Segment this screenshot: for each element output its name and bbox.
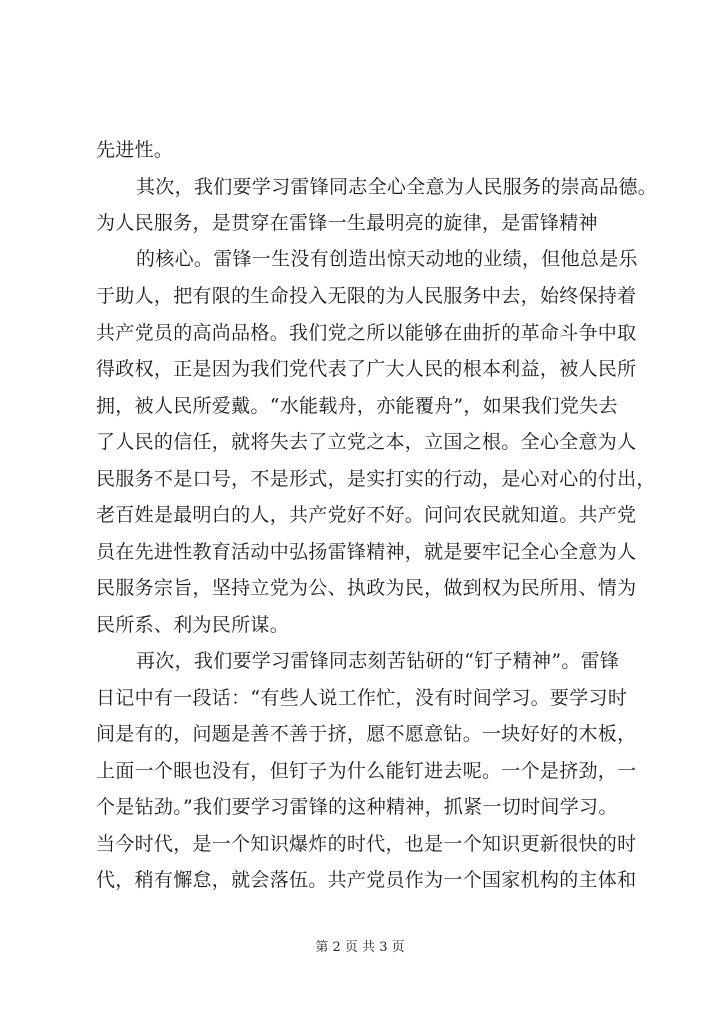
text-line: 民所系、利为民所谋。 (96, 614, 290, 636)
text-line: 的核心。雷锋一生没有创造出惊天动地的业绩，但他总是乐 (136, 248, 638, 270)
text-line: 个是钻劲。”我们要学习雷锋的这种精神，抓紧一切时间学习。 (96, 796, 618, 818)
text-line: 再次，我们要学习雷锋同志刻苦钻研的“钉子精神”。雷锋 (136, 650, 620, 672)
text-line: 老百姓是最明白的人，共产党好不好。问问农民就知道。共产党 (96, 504, 637, 526)
text-line: 当今时代，是一个知识爆炸的时代，也是一个知识更新很快的时 (96, 833, 637, 855)
text-line: 得政权，正是因为我们党代表了广大人民的根本利益，被人民所 (96, 358, 637, 380)
text-line: 其次，我们要学习雷锋同志全心全意为人民服务的崇高品德。 (136, 176, 658, 198)
text-line: 了人民的信任，就将失去了立党之本，立国之根。全心全意为人 (96, 431, 637, 453)
text-line: 员在先进性教育活动中弘扬雷锋精神，就是要牢记全心全意为人 (96, 541, 637, 563)
text-line: 间是有的，问题是善不善于挤，愿不愿意钻。一块好好的木板， (96, 723, 637, 745)
page-number-footer: 第 2 页 共 3 页 (315, 940, 405, 955)
text-line: 民服务宗旨，坚持立党为公、执政为民，做到权为民所用、情为 (96, 577, 637, 599)
text-line: 拥，被人民所爱戴。“水能载舟，亦能覆舟”，如果我们党失去 (96, 395, 618, 417)
text-line: 代，稍有懈怠，就会落伍。共产党员作为一个国家机构的主体和 (96, 869, 637, 891)
text-line: 上面一个眼也没有，但钉子为什么能钉进去呢。一个是挤劲，一 (96, 760, 637, 782)
text-line: 先进性。 (96, 139, 174, 161)
text-line: 为人民服务，是贯穿在雷锋一生最明亮的旋律，是雷锋精神 (96, 212, 598, 234)
text-line: 于助人，把有限的生命投入无限的为人民服务中去，始终保持着 (96, 285, 637, 307)
text-line: 民服务不是口号，不是形式，是实打实的行动，是心对心的付出， (96, 468, 656, 490)
text-line: 共产党员的高尚品格。我们党之所以能够在曲折的革命斗争中取 (96, 322, 637, 344)
text-line: 日记中有一段话：“有些人说工作忙，没有时间学习。要学习时 (96, 687, 628, 709)
